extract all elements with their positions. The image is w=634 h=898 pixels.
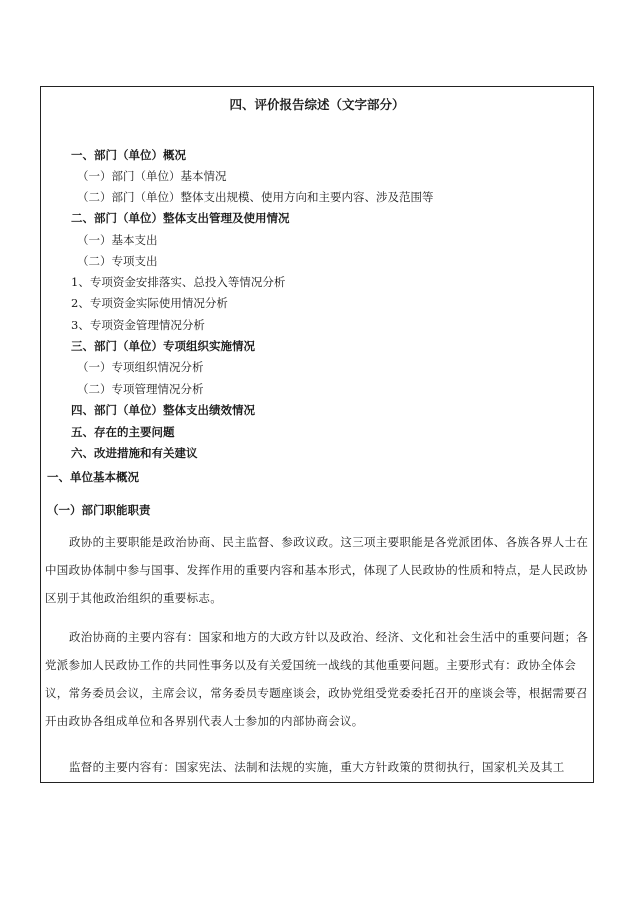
section-title: 四、评价报告综述（文字部分） bbox=[229, 97, 405, 112]
outline-item-2-2-3: 3、专项资金管理情况分析 bbox=[71, 318, 205, 332]
outline-heading-2: 二、部门（单位）整体支出管理及使用情况 bbox=[71, 211, 290, 225]
outline-heading-1: 一、部门（单位）概况 bbox=[71, 148, 186, 162]
outline-heading-4: 四、部门（单位）整体支出绩效情况 bbox=[71, 403, 255, 417]
body-subsection-heading: （一）部门职能职责 bbox=[47, 503, 151, 517]
outline-heading-5: 五、存在的主要问题 bbox=[71, 425, 175, 439]
outline-item-2-2: （二）专项支出 bbox=[77, 254, 158, 268]
outline-item-1-2: （二）部门（单位）整体支出规模、使用方向和主要内容、涉及范围等 bbox=[77, 190, 434, 204]
report-table-box bbox=[40, 86, 594, 783]
paragraph-functions: 政协的主要职能是政治协商、民主监督、参政议政。这三项主要职能是各党派团体、各族各界人士在中国政协体制中参与国事、发挥作用的重要内容和基本形式，体现了人民政协的性质和特点，是人民政协区别于其他政治组织的重要标志。 bbox=[45, 535, 589, 605]
outline-item-3-2: （二）专项管理情况分析 bbox=[77, 382, 204, 396]
outline-item-1-1: （一）部门（单位）基本情况 bbox=[77, 169, 227, 183]
outline-item-3-1: （一）专项组织情况分析 bbox=[77, 360, 204, 374]
paragraph-consultation: 政治协商的主要内容有：国家和地方的大政方针以及政治、经济、文化和社会生活中的重要问题；各党派参加人民政协工作的共同性事务以及有关爱国统一战线的其他重要问题。主要形式有：政协全体会议，常务委员会议，主席会议，常务委员专题座谈会，政协党组受党委委托召开的座谈会等，根据需要召开由政协各组成单位和各界别代表人士参加的内部协商会议。 bbox=[45, 630, 589, 728]
outline-item-2-2-1: 1、专项资金安排落实、总投入等情况分析 bbox=[71, 275, 286, 289]
outline-heading-3: 三、部门（单位）专项组织实施情况 bbox=[71, 339, 255, 353]
outline-item-2-2-2: 2、专项资金实际使用情况分析 bbox=[71, 296, 228, 310]
paragraph-supervision: 监督的主要内容有：国家宪法、法制和法规的实施，重大方针政策的贯彻执行，国家机关及其工 bbox=[69, 760, 565, 774]
outline-item-2-1: （一）基本支出 bbox=[77, 233, 158, 247]
body-section-heading: 一、单位基本概况 bbox=[47, 470, 139, 484]
outline-heading-6: 六、改进措施和有关建议 bbox=[71, 446, 198, 460]
